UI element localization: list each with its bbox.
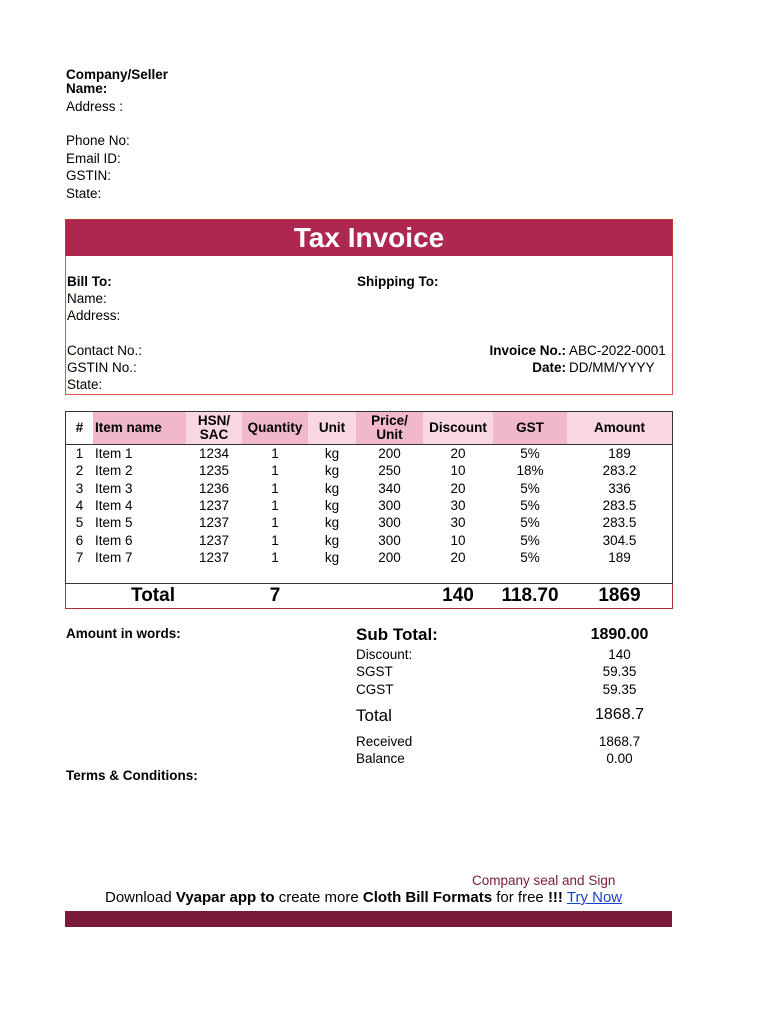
cell-quantity: 1 (271, 515, 279, 531)
cell-item-name: Item 4 (95, 497, 133, 513)
cell-unit: kg (324, 497, 340, 513)
date-label: Date: (532, 360, 566, 375)
sgst-value: 59.35 (602, 664, 637, 679)
cell-gst: 5% (520, 515, 540, 531)
header-price-line1: Price/ (371, 413, 408, 428)
cell-gst: 18% (516, 463, 544, 479)
cell-item-name: Item 5 (95, 515, 133, 531)
header-price-line2: Unit (376, 427, 403, 442)
cell-price: 300 (378, 532, 401, 548)
table-row (66, 532, 672, 549)
cell-item-name: Item 2 (95, 463, 133, 479)
cell-gst: 5% (520, 497, 540, 513)
cell-hsn: 1237 (198, 549, 230, 565)
promo-text (105, 889, 622, 906)
cell-item-name: Item 6 (95, 532, 133, 548)
cell-unit: kg (324, 532, 340, 548)
seller-phone-label: Phone No: (66, 133, 130, 148)
promo-part-3: create more (274, 889, 363, 906)
cell-unit: kg (324, 463, 340, 479)
cell-price: 300 (378, 515, 401, 531)
cell-price: 340 (378, 480, 401, 496)
cell-hsn: 1237 (198, 497, 230, 513)
seller-name-label-2: Name: (66, 81, 108, 96)
contact-label: Contact No.: (67, 343, 143, 358)
promo-app-name: Vyapar app to (175, 889, 275, 906)
header-amount: Amount (567, 412, 672, 444)
cell-hsn: 1236 (198, 480, 230, 496)
total-quantity: 7 (269, 585, 281, 606)
cell-num: 1 (75, 446, 84, 461)
header-num: # (66, 412, 93, 444)
cell-quantity: 1 (271, 463, 279, 479)
cell-price: 250 (378, 463, 401, 479)
header-item-name: Item name (93, 412, 186, 444)
header-hsn-line2: SAC (199, 427, 229, 442)
cell-amount: 189 (608, 446, 631, 461)
cell-quantity: 1 (271, 497, 279, 513)
balance-label: Balance (356, 751, 405, 766)
invoice-no-label: Invoice No.: (489, 343, 566, 358)
seller-name-label: Company/Seller (66, 67, 169, 82)
cell-discount: 10 (450, 463, 466, 479)
bill-gstin-label: GSTIN No.: (67, 360, 137, 375)
header-quantity: Quantity (242, 412, 308, 444)
bill-to-label: Bill To: (67, 274, 112, 289)
cell-price: 200 (378, 549, 401, 565)
bill-name-label: Name: (67, 291, 107, 306)
cell-amount: 336 (608, 480, 631, 496)
shipping-to-label: Shipping To: (357, 274, 439, 289)
header-hsn (186, 412, 242, 444)
table-row (66, 497, 672, 514)
balance-value: 0.00 (606, 751, 633, 766)
cell-discount: 10 (450, 532, 466, 548)
total-label: Total (131, 585, 175, 606)
cell-num: 5 (75, 515, 84, 531)
summary-discount-value: 140 (608, 647, 631, 662)
cell-price: 200 (378, 446, 401, 461)
cell-gst: 5% (520, 480, 540, 496)
cell-unit: kg (324, 515, 340, 531)
amount-in-words-label: Amount in words: (66, 626, 181, 641)
try-now-link[interactable]: Try Now (566, 889, 623, 906)
header-hsn-line1: HSN/ (197, 413, 231, 428)
footer-bar (65, 911, 672, 927)
cell-discount: 20 (450, 446, 466, 461)
seller-address-label: Address : (66, 99, 124, 114)
cell-quantity: 1 (271, 480, 279, 496)
sub-total-label: Sub Total: (356, 625, 438, 644)
table-row (66, 445, 672, 462)
received-value: 1868.7 (598, 734, 641, 749)
cell-unit: kg (324, 549, 340, 565)
cell-quantity: 1 (271, 446, 279, 461)
total-discount: 140 (442, 585, 474, 606)
cell-num: 2 (75, 463, 84, 479)
invoice-title: Tax Invoice (65, 219, 673, 256)
table-row (66, 549, 672, 566)
summary-total-label: Total (356, 706, 392, 725)
total-row (65, 583, 673, 609)
header-gst: GST (493, 412, 567, 444)
cell-gst: 5% (520, 532, 540, 548)
sub-total-value: 1890.00 (590, 626, 649, 643)
cell-num: 7 (75, 549, 84, 565)
cell-gst: 5% (520, 549, 540, 565)
cell-amount: 283.2 (602, 463, 637, 479)
cell-hsn: 1234 (198, 446, 230, 461)
summary-discount-label: Discount: (356, 647, 413, 662)
cell-hsn: 1235 (198, 463, 230, 479)
cell-item-name: Item 7 (95, 549, 133, 565)
cell-discount: 20 (450, 480, 466, 496)
table-row (66, 462, 672, 479)
cell-gst: 5% (520, 446, 540, 461)
total-gst: 118.70 (501, 585, 559, 606)
header-price (356, 412, 423, 444)
cell-item-name: Item 1 (95, 446, 133, 461)
cell-amount: 283.5 (602, 497, 637, 513)
bill-address-label: Address: (67, 308, 121, 323)
header-discount: Discount (423, 412, 493, 444)
cell-hsn: 1237 (198, 532, 230, 548)
cell-num: 6 (75, 532, 84, 548)
promo-format-name: Cloth Bill Formats (362, 889, 493, 906)
cell-price: 300 (378, 497, 401, 513)
cell-quantity: 1 (271, 532, 279, 548)
promo-exclaim: !!! (547, 889, 563, 906)
cell-quantity: 1 (271, 549, 279, 565)
terms-label: Terms & Conditions: (66, 768, 198, 783)
promo-part-1: Download (105, 889, 176, 906)
cell-discount: 30 (450, 497, 466, 513)
cell-num: 4 (75, 497, 84, 513)
table-row (66, 514, 672, 531)
cell-unit: kg (324, 480, 340, 496)
cell-discount: 20 (450, 549, 466, 565)
seller-gstin-label: GSTIN: (66, 168, 112, 183)
cell-amount: 189 (608, 549, 631, 565)
cell-amount: 304.5 (602, 532, 637, 548)
table-row (66, 480, 672, 497)
cell-amount: 283.5 (602, 515, 637, 531)
sgst-label: SGST (356, 664, 393, 679)
cell-hsn: 1237 (198, 515, 230, 531)
seller-state-label: State: (66, 186, 102, 201)
items-table (65, 411, 673, 584)
header-unit: Unit (308, 412, 356, 444)
received-label: Received (356, 734, 413, 749)
total-amount: 1869 (598, 585, 641, 606)
cell-discount: 30 (450, 515, 466, 531)
seal-sign-label: Company seal and Sign (472, 873, 616, 888)
cell-num: 3 (75, 480, 84, 496)
billing-section (65, 256, 673, 395)
invoice-no-value: ABC-2022-0001 (569, 343, 666, 358)
promo-part-5: for free (492, 889, 548, 906)
seller-email-label: Email ID: (66, 151, 121, 166)
date-value: DD/MM/YYYY (569, 360, 655, 375)
summary-total-value: 1868.7 (595, 706, 644, 723)
bill-state-label: State: (67, 377, 103, 392)
cgst-label: CGST (356, 682, 394, 697)
cell-item-name: Item 3 (95, 480, 133, 496)
cgst-value: 59.35 (602, 682, 637, 697)
cell-unit: kg (324, 446, 340, 461)
